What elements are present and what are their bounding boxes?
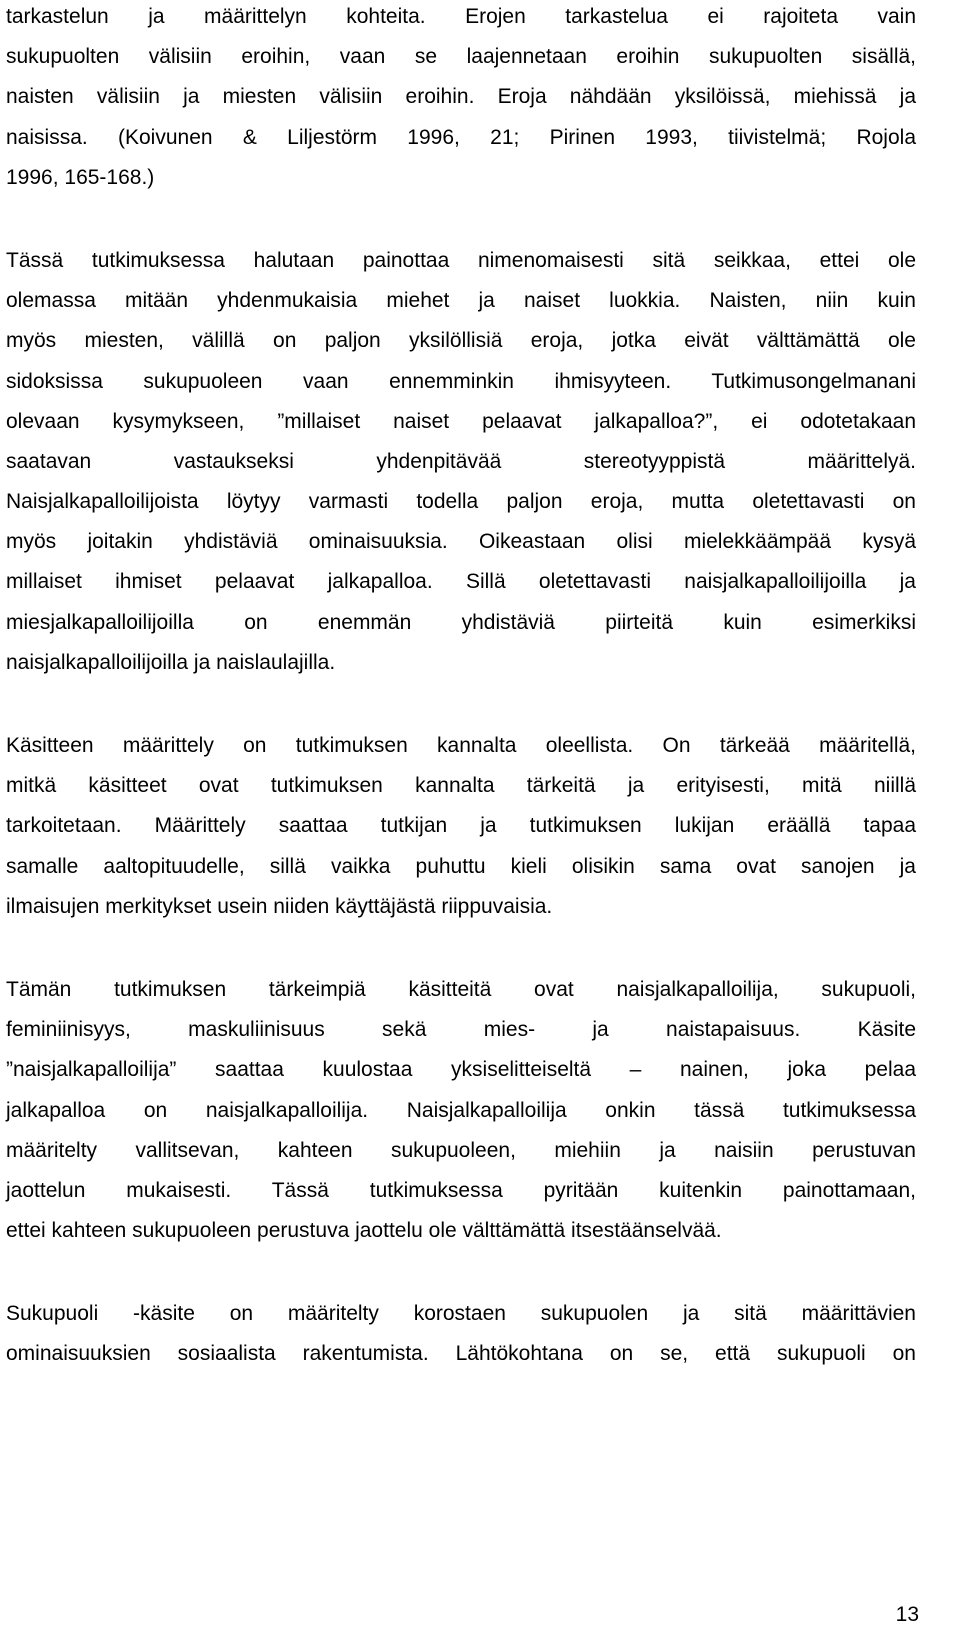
paragraph-spacer: [6, 683, 916, 726]
text-line: saatavan vastaukseksi yhdenpitävää stereotyyppistä määrittelyä.: [6, 449, 916, 473]
text-line: mitkä käsitteet ovat tutkimuksen kannalta tärkeitä ja erityisesti, mitä niillä: [6, 774, 916, 798]
text-line: olevaan kysymykseen, ”millaiset naiset pelaavat jalkapalloa?”, ei odotetakaan: [6, 409, 916, 433]
text-line: Naisjalkapalloilijoista löytyy varmasti todella paljon eroja, mutta oletettavasti on: [6, 490, 916, 514]
text-line: myös miesten, välillä on paljon yksilöllisiä eroja, jotka eivät välttämättä ole: [6, 329, 916, 353]
paragraph-3: [6, 726, 916, 927]
text-line: myös joitakin yhdistäviä ominaisuuksia. Oikeastaan olisi mielekkäämpää kysyä: [6, 530, 916, 554]
text-line: ilmaisujen merkitykset usein niiden käyttäjästä riippuvaisia.: [6, 894, 553, 918]
paragraph-5: [6, 1294, 916, 1374]
text-line: tarkoitetaan. Määrittely saattaa tutkijan ja tutkimuksen lukijan eräällä tapaa: [6, 814, 916, 838]
document-page: [6, 0, 916, 1375]
text-line: ettei kahteen sukupuoleen perustuva jaottelu ole välttämättä itsestäänselvää.: [6, 1219, 722, 1243]
paragraph-2: [6, 241, 916, 683]
text-line: miesjalkapalloilijoilla on enemmän yhdistäviä piirteitä kuin esimerkiksi: [6, 610, 916, 634]
paragraph-spacer: [6, 927, 916, 970]
text-line: naisissa. (Koivunen & Liljestörm 1996, 21; Pirinen 1993, tiivistelmä; Rojola: [6, 125, 916, 149]
text-line: jaottelun mukaisesti. Tässä tutkimuksessa pyritään kuitenkin painottamaan,: [6, 1178, 916, 1202]
text-line: tarkastelun ja määrittelyn kohteita. Erojen tarkastelua ei rajoiteta vain: [6, 5, 916, 28]
page-number: 13: [895, 1603, 919, 1626]
text-line: Tämän tutkimuksen tärkeimpiä käsitteitä ovat naisjalkapalloilija, sukupuoli,: [6, 977, 916, 1001]
text-line: naisten välisiin ja miesten välisiin eroihin. Eroja nähdään yksilöissä, miehissä ja: [6, 85, 916, 109]
text-line: jalkapalloa on naisjalkapalloilija. Naisjalkapalloilija onkin tässä tutkimuksessa: [6, 1098, 916, 1122]
text-line: sukupuolten välisiin eroihin, vaan se laajennetaan eroihin sukupuolten sisällä,: [6, 45, 916, 69]
text-line: Käsitteen määrittely on tutkimuksen kannalta oleellista. On tärkeää määritellä,: [6, 734, 916, 757]
text-line: samalle aaltopituudelle, sillä vaikka puhuttu kieli olisikin sama ovat sanojen ja: [6, 854, 916, 878]
text-line: määritelty vallitsevan, kahteen sukupuoleen, miehiin ja naisiin perustuvan: [6, 1138, 916, 1162]
paragraph-4: [6, 970, 916, 1251]
text-line: ominaisuuksien sosiaalista rakentumista. Lähtökohtana on se, että sukupuoli on: [6, 1342, 916, 1366]
text-line: ”naisjalkapalloilija” saattaa kuulostaa yksiselitteiseltä – nainen, joka pelaa: [6, 1058, 916, 1082]
paragraph-spacer: [6, 1251, 916, 1294]
text-line: Sukupuoli -käsite on määritelty korostaen sukupuolen ja sitä määrittävien: [6, 1302, 916, 1326]
text-line: olemassa mitään yhdenmukaisia miehet ja naiset luokkia. Naisten, niin kuin: [6, 289, 916, 313]
paragraph-1: [6, 0, 916, 198]
text-line: Tässä tutkimuksessa halutaan painottaa nimenomaisesti sitä seikkaa, ettei ole: [6, 248, 916, 272]
text-line: feminiinisyys, maskuliinisuus sekä mies- ja naistapaisuus. Käsite: [6, 1018, 916, 1042]
paragraph-spacer: [6, 198, 916, 241]
text-line: naisjalkapalloilijoilla ja naislaulajilla.: [6, 650, 336, 674]
text-line: millaiset ihmiset pelaavat jalkapalloa. Sillä oletettavasti naisjalkapalloilijoilla ja: [6, 570, 916, 594]
text-line: sidoksissa sukupuoleen vaan ennemminkin ihmisyyteen. Tutkimusongelmanani: [6, 369, 916, 393]
text-line: 1996, 165-168.): [6, 165, 155, 189]
